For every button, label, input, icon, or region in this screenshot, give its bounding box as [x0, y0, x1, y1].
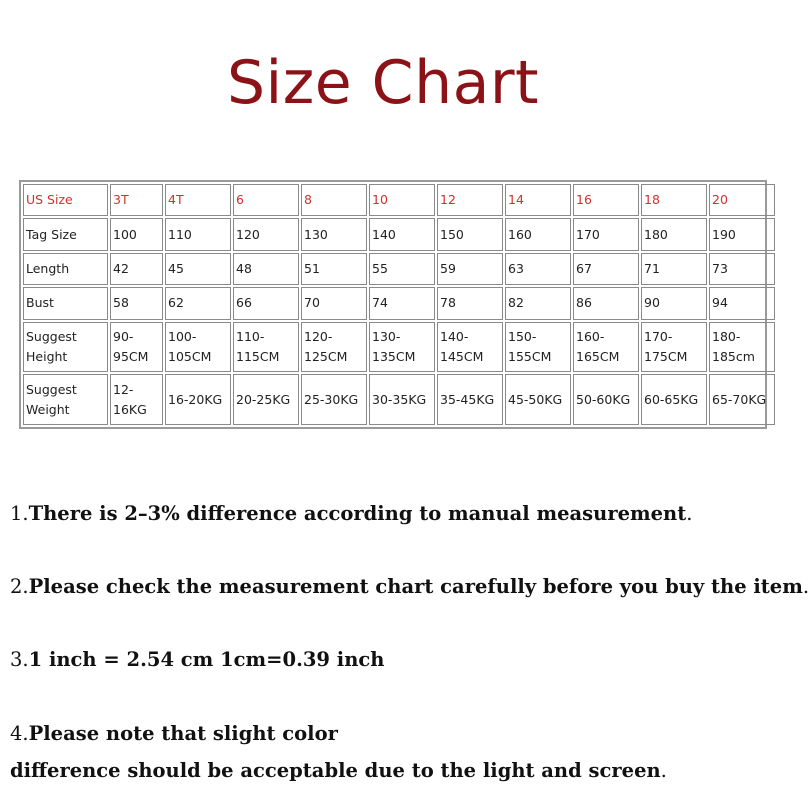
table-cell: 160: [505, 218, 571, 250]
table-cell: 82: [505, 287, 571, 319]
size-chart-table: [19, 180, 767, 429]
table-cell: 180: [641, 218, 707, 250]
note-number: 3.: [10, 648, 29, 671]
table-cell: 30-35KG: [369, 374, 435, 425]
table-cell: 45: [165, 253, 231, 285]
table-cell: 60-65KG: [641, 374, 707, 425]
table-cell: 59: [437, 253, 503, 285]
note-number: 2.: [10, 575, 29, 598]
note-text: difference should be acceptable due to the light and screen: [10, 759, 661, 782]
table-cell: 6: [233, 184, 299, 216]
table-cell: 3T: [110, 184, 163, 216]
row-label: Bust: [23, 287, 108, 319]
note-number: 4.: [10, 722, 29, 745]
table-cell: 100- 105CM: [165, 322, 231, 373]
note-4-continued: [10, 759, 667, 782]
table-cell: 20-25KG: [233, 374, 299, 425]
table-cell: 86: [573, 287, 639, 319]
note-text: Please check the measurement chart carefully before you buy the item: [28, 575, 803, 598]
table-cell: 74: [369, 287, 435, 319]
table-cell: 45-50KG: [505, 374, 571, 425]
note-number: 1.: [10, 502, 29, 525]
table-cell: 110: [165, 218, 231, 250]
note-end: .: [802, 575, 809, 598]
table-cell: 66: [233, 287, 299, 319]
table-cell: 130: [301, 218, 367, 250]
note-1: [10, 502, 692, 525]
table-row-bust: [23, 287, 775, 319]
table-row-us-size: [23, 184, 775, 216]
table-cell: 16: [573, 184, 639, 216]
table-cell: 90: [641, 287, 707, 319]
table-cell: 20: [709, 184, 775, 216]
table-cell: 140: [369, 218, 435, 250]
table-cell: 42: [110, 253, 163, 285]
table-cell: 8: [301, 184, 367, 216]
table-cell: 58: [110, 287, 163, 319]
table-cell: 160- 165CM: [573, 322, 639, 373]
table-row-suggest-weight: [23, 374, 775, 425]
table-cell: 110- 115CM: [233, 322, 299, 373]
table-cell: 25-30KG: [301, 374, 367, 425]
table-cell: 120- 125CM: [301, 322, 367, 373]
table-cell: 16-20KG: [165, 374, 231, 425]
note-text: There is 2–3% difference according to manual measurement: [28, 502, 687, 525]
row-label: Suggest Height: [23, 322, 108, 373]
table-cell: 55: [369, 253, 435, 285]
table-cell: 62: [165, 287, 231, 319]
table-cell: 10: [369, 184, 435, 216]
row-label: Tag Size: [23, 218, 108, 250]
row-label: Length: [23, 253, 108, 285]
table-cell: 65-70KG: [709, 374, 775, 425]
note-text: Please note that slight color: [28, 722, 338, 745]
table-cell: 190: [709, 218, 775, 250]
table-cell: 48: [233, 253, 299, 285]
table-cell: 67: [573, 253, 639, 285]
table-cell: 150: [437, 218, 503, 250]
note-end: .: [686, 502, 693, 525]
table-cell: 140- 145CM: [437, 322, 503, 373]
note-text: 1 inch = 2.54 cm 1cm=0.39 inch: [28, 648, 385, 671]
row-label: US Size: [23, 184, 108, 216]
table-cell: 51: [301, 253, 367, 285]
table-cell: 12- 16KG: [110, 374, 163, 425]
table-cell: 12: [437, 184, 503, 216]
page-title: Size Chart: [226, 48, 540, 118]
table-cell: 4T: [165, 184, 231, 216]
table-row-tag-size: [23, 218, 775, 250]
table-cell: 130- 135CM: [369, 322, 435, 373]
table-cell: 120: [233, 218, 299, 250]
table-cell: 35-45KG: [437, 374, 503, 425]
table-cell: 73: [709, 253, 775, 285]
table-cell: 150- 155CM: [505, 322, 571, 373]
table-cell: 180- 185cm: [709, 322, 775, 373]
note-3: [10, 648, 384, 671]
table-cell: 71: [641, 253, 707, 285]
row-label: Suggest Weight: [23, 374, 108, 425]
table-cell: 170- 175CM: [641, 322, 707, 373]
table-cell: 18: [641, 184, 707, 216]
table-cell: 70: [301, 287, 367, 319]
table-cell: 90- 95CM: [110, 322, 163, 373]
table-row-length: [23, 253, 775, 285]
note-end: .: [660, 759, 667, 782]
note-4: [10, 722, 338, 745]
table-cell: 14: [505, 184, 571, 216]
table-cell: 78: [437, 287, 503, 319]
table-cell: 100: [110, 218, 163, 250]
table-cell: 50-60KG: [573, 374, 639, 425]
note-2: [10, 575, 809, 598]
table-cell: 170: [573, 218, 639, 250]
table-cell: 94: [709, 287, 775, 319]
table-row-suggest-height: [23, 322, 775, 373]
table-cell: 63: [505, 253, 571, 285]
